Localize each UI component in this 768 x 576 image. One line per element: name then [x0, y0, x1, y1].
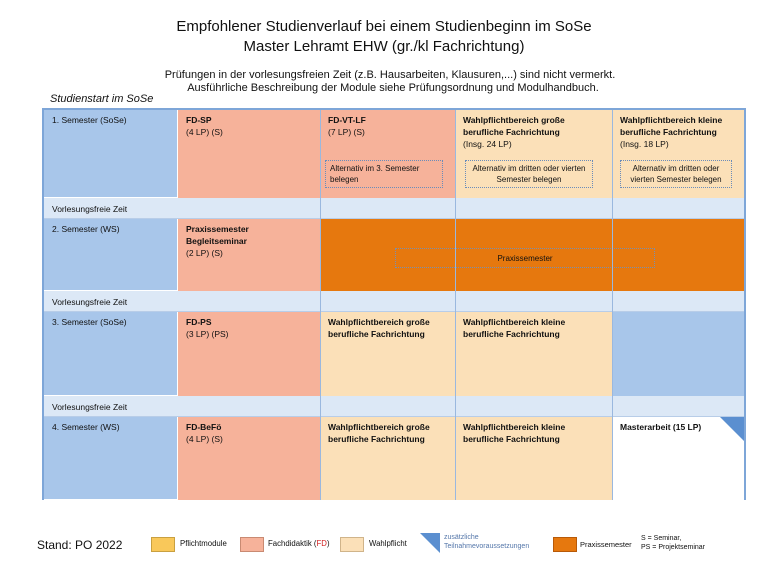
wahl-gross-alternative-note: Alternativ im dritten oder vierten Semester belegen	[465, 160, 593, 188]
legend-prerequisite-icon	[420, 533, 440, 553]
module-fd-befo-name: FD-BeFö	[186, 422, 222, 432]
module-begleit-lp: (2 LP) (S)	[186, 248, 223, 258]
empty-cell-sem3	[612, 312, 744, 396]
legend-zusatz-line2: Teilnahmevoraussetzungen	[444, 543, 530, 550]
module-fd-sp	[178, 110, 320, 198]
module-wahl-klein-sem4-name: Wahlpflichtbereich kleine berufliche Fachrichtung	[463, 422, 566, 444]
column-divider	[455, 110, 456, 500]
module-fd-sp-name: FD-SP	[186, 115, 212, 125]
module-fd-ps	[178, 312, 320, 396]
page-title-line2: Master Lehramt EHW (gr./kl Fachrichtung)	[243, 38, 525, 55]
note-line2: Ausführliche Beschreibung der Module siehe Prüfungsordnung und Modulhandbuch.	[187, 82, 599, 94]
module-fd-ps-lp: (3 LP) (PS)	[186, 329, 229, 339]
module-fd-vt-lf-name: FD-VT-LF	[328, 115, 366, 125]
module-fd-befo-lp: (4 LP) (S)	[186, 434, 223, 444]
gap-row-2	[178, 291, 744, 312]
legend-swatch-praxis	[553, 537, 577, 552]
legend-zusatz-line1: zusätzliche	[444, 534, 479, 541]
column-divider	[320, 110, 321, 500]
module-wahl-klein-sem3-name: Wahlpflichtbereich kleine berufliche Fachrichtung	[463, 317, 566, 339]
module-wahl-gross-lp: (Insg. 24 LP)	[463, 139, 512, 149]
module-fd-ps-name: FD-PS	[186, 317, 212, 327]
module-wahl-klein-sem3	[455, 312, 612, 396]
module-wahl-gross-sem4	[320, 417, 455, 500]
legend-swatch-wahlpflicht	[340, 537, 364, 552]
module-praxis-begleitseminar	[178, 219, 320, 291]
fd-vt-lf-alternative-note: Alternativ im 3. Semester belegen	[325, 160, 443, 188]
legend-fachdidaktik-fd: FD	[316, 539, 327, 548]
wahl-klein-alternative-note: Alternativ im dritten oder vierten Semester belegen	[620, 160, 732, 188]
row-label-sem3: 3. Semester (SoSe)	[44, 312, 178, 396]
legend-wahlpflicht: Wahlpflicht	[369, 539, 407, 548]
legend-fachdidaktik	[268, 539, 330, 549]
module-fd-sp-lp: (4 LP) (S)	[186, 127, 223, 137]
legend-praxis: Praxissemester	[580, 540, 632, 549]
module-wahl-klein-name: Wahlpflichtbereich kleine berufliche Fachrichtung	[620, 115, 723, 137]
column-divider	[612, 110, 613, 500]
legend-abbr-line2: PS = Projektseminar	[641, 544, 705, 551]
legend-swatch-fachdidaktik	[240, 537, 264, 552]
module-wahl-gross-name: Wahlpflichtbereich große berufliche Fachrichtung	[463, 115, 565, 137]
legend-fachdidaktik-post: )	[326, 539, 330, 548]
note-line1: Prüfungen in der vorlesungsfreien Zeit (z.B. Hausarbeiten, Klausuren,...) sind nicht vermerkt.	[164, 69, 616, 81]
page-title-line1: Empfohlener Studienverlauf bei einem Studienbeginn im SoSe	[176, 18, 592, 35]
start-label: Studienstart im SoSe	[50, 93, 154, 105]
module-fd-befo	[178, 417, 320, 500]
legend-swatch-pflicht	[151, 537, 175, 552]
legend-abbr-line1: S = Seminar,	[641, 535, 682, 542]
legend-fachdidaktik-pre: Fachdidaktik (	[268, 539, 317, 548]
row-label-sem4: 4. Semester (WS)	[44, 417, 178, 500]
prerequisite-corner-icon	[720, 417, 744, 441]
module-wahl-gross-sem3-name: Wahlpflichtbereich große berufliche Fachrichtung	[328, 317, 430, 339]
stand-label: Stand: PO 2022	[37, 538, 123, 552]
module-wahl-klein-lp: (Insg. 18 LP)	[620, 139, 669, 149]
module-wahl-gross-sem4-name: Wahlpflichtbereich große berufliche Fachrichtung	[328, 422, 430, 444]
praxissemester-label: Praxissemester	[395, 248, 655, 268]
gap-row-1	[178, 198, 744, 219]
study-plan-grid	[42, 108, 746, 500]
row-label-sem2: 2. Semester (WS)	[44, 219, 178, 291]
module-begleit-name: Praxissemester Begleitseminar	[186, 224, 249, 246]
legend-abbreviations	[641, 534, 705, 552]
gap-row-3	[178, 396, 744, 417]
legend-pflicht: Pflichtmodule	[180, 539, 227, 548]
module-fd-vt-lf-lp: (7 LP) (S)	[328, 127, 365, 137]
row-label-gap3: Vorlesungsfreie Zeit	[44, 396, 178, 417]
module-masterarbeit-name: Masterarbeit (15 LP)	[620, 422, 702, 432]
row-label-gap2: Vorlesungsfreie Zeit	[44, 291, 178, 312]
row-label-sem1: 1. Semester (SoSe)	[44, 110, 178, 198]
module-wahl-klein-sem4	[455, 417, 612, 500]
legend-zusatz	[444, 533, 529, 551]
module-wahl-gross-sem3	[320, 312, 455, 396]
row-label-gap1: Vorlesungsfreie Zeit	[44, 198, 178, 219]
